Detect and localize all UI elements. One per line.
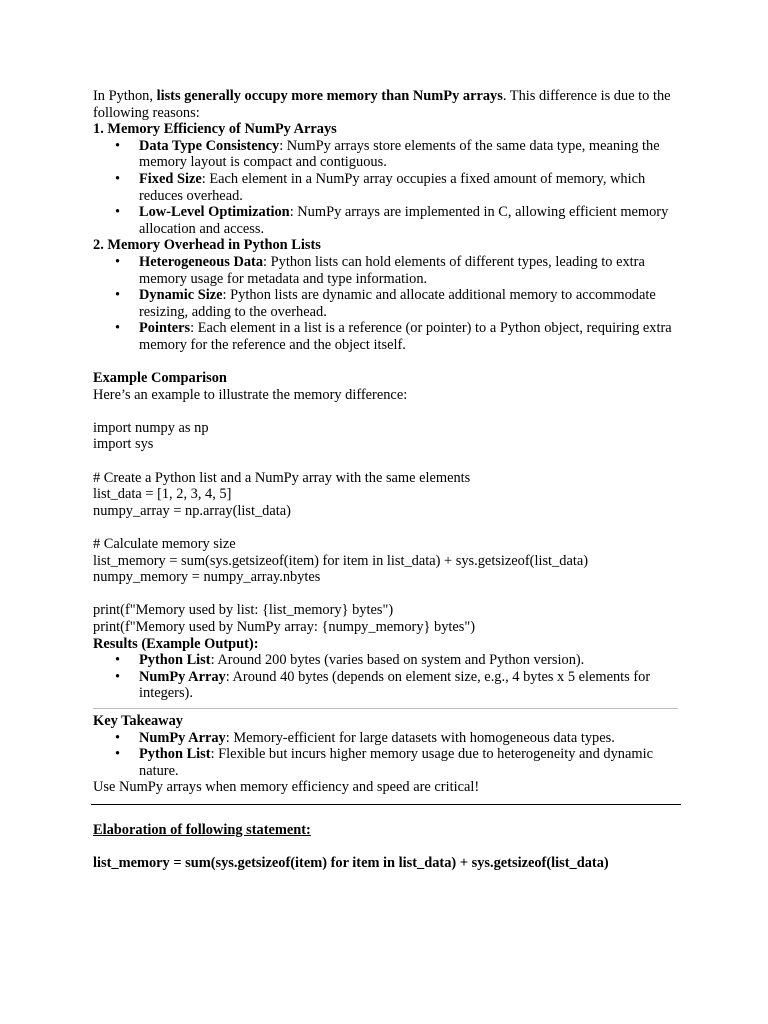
code-line: numpy_memory = numpy_array.nbytes bbox=[93, 569, 321, 586]
list-item: • Python List: Flexible but incurs higher memory usage due to heterogeneity and dynamic nature. bbox=[115, 746, 653, 779]
bullet: • bbox=[115, 287, 121, 304]
code-line: list_data = [1, 2, 3, 4, 5] bbox=[93, 486, 232, 503]
list-item: • Dynamic Size: Python lists are dynamic and allocate additional memory to accommodate resizing, adding to the overhead. bbox=[115, 287, 656, 320]
divider bbox=[93, 708, 678, 709]
bullet: • bbox=[115, 652, 121, 669]
bullet: • bbox=[115, 253, 121, 270]
code-line: import numpy as np bbox=[93, 419, 209, 436]
takeaway-heading: Key Takeaway bbox=[93, 712, 183, 729]
list-item: • NumPy Array: Memory-efficient for large datasets with homogeneous data types. bbox=[115, 729, 615, 746]
section-1-list bbox=[93, 138, 678, 238]
takeaway-list bbox=[93, 730, 678, 780]
code-line: import sys bbox=[93, 436, 154, 453]
intro-paragraph: In Python, lists generally occupy more memory than NumPy arrays. This difference is due to the following reasons: bbox=[93, 88, 671, 121]
bullet: • bbox=[115, 320, 121, 337]
elaboration-title: Elaboration of following statement: bbox=[93, 821, 311, 838]
bullet: • bbox=[115, 204, 121, 221]
list-item: • Heterogeneous Data: Python lists can hold elements of different types, leading to extra memory usage for metadata and type information. bbox=[115, 253, 645, 287]
list-item: • Fixed Size: Each element in a NumPy array occupies a fixed amount of memory, which reduces overhead. bbox=[115, 170, 646, 204]
list-item: • Python List: Around 200 bytes (varies based on system and Python version). bbox=[115, 652, 585, 669]
results-list bbox=[93, 652, 678, 702]
list-item: • NumPy Array: Around 40 bytes (depends on element size, e.g., 4 bytes x 5 elements for integers). bbox=[115, 668, 651, 702]
section-2-heading: 2. Memory Overhead in Python Lists bbox=[93, 237, 321, 254]
code-line: print(f"Memory used by NumPy array: {numpy_memory} bytes") bbox=[93, 619, 476, 635]
code-line: list_memory = sum(sys.getsizeof(item) for item in list_data) + sys.getsizeof(list_data) bbox=[93, 552, 589, 569]
list-item: • Low-Level Optimization: NumPy arrays are implemented in C, allowing efficient memory allocation and access. bbox=[115, 204, 669, 237]
bullet: • bbox=[115, 746, 121, 763]
bullet: • bbox=[115, 668, 121, 685]
elaboration-statement: list_memory = sum(sys.getsizeof(item) for item in list_data) + sys.getsizeof(list_data) bbox=[93, 854, 609, 871]
example-heading: Example Comparison bbox=[93, 370, 227, 387]
code-line: print(f"Memory used by list: {list_memory} bytes") bbox=[93, 602, 394, 619]
bullet: • bbox=[115, 729, 121, 746]
code-line: # Create a Python list and a NumPy array with the same elements bbox=[93, 469, 471, 486]
list-item: • Data Type Consistency: NumPy arrays store elements of the same data type, meaning the memory layout is compact and contiguous. bbox=[115, 137, 660, 171]
section-1-heading: 1. Memory Efficiency of NumPy Arrays bbox=[93, 121, 337, 138]
list-item: • Pointers: Each element in a list is a reference (or pointer) to a Python object, requiring extra memory for the reference and the object itself. bbox=[115, 320, 672, 353]
results-heading: Results (Example Output): bbox=[93, 635, 259, 652]
section-2-list bbox=[93, 254, 678, 354]
bullet: • bbox=[115, 137, 121, 154]
bullet: • bbox=[115, 170, 121, 187]
code-line: # Calculate memory size bbox=[93, 536, 236, 553]
code-line: numpy_array = np.array(list_data) bbox=[93, 502, 291, 519]
takeaway-closing: Use NumPy arrays when memory efficiency and speed are critical! bbox=[93, 779, 480, 796]
example-intro: Here’s an example to illustrate the memory difference: bbox=[93, 386, 408, 403]
